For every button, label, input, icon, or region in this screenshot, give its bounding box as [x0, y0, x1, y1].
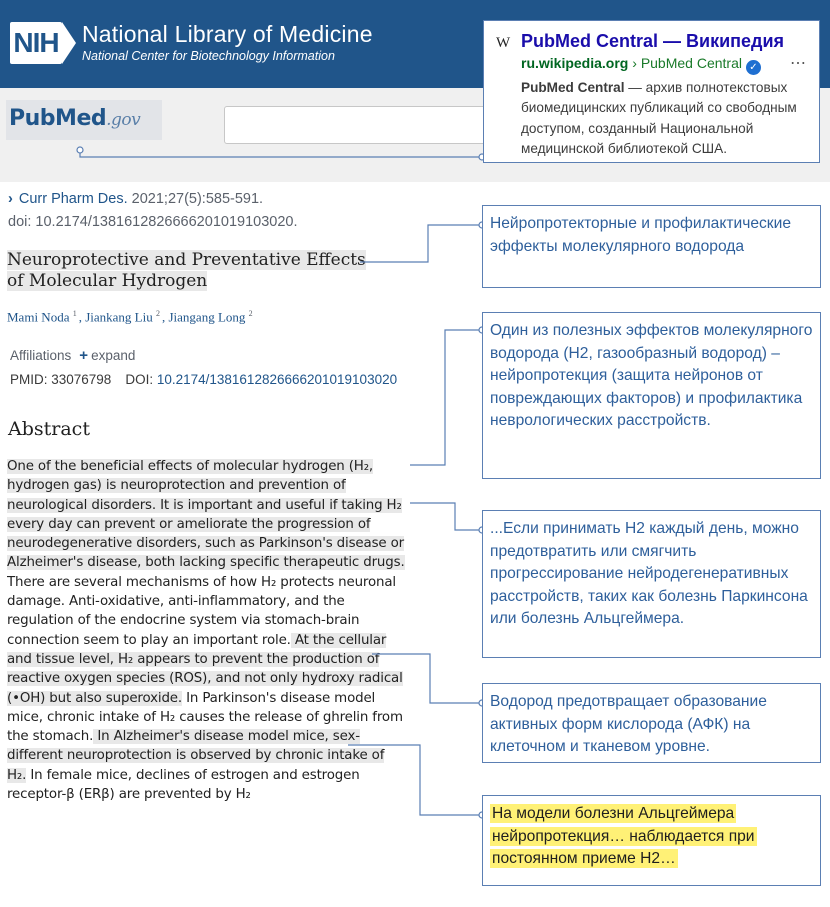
abstract-sentence-3: There are several mechanisms of how H₂ protects neuronal damage. Anti-oxidative, anti-inflammatory, and the regulation of the endocrine system via stomach-brain connection seem to play an important role.	[7, 574, 396, 648]
author-link[interactable]: Jiankang Liu	[85, 309, 153, 325]
identifiers-row	[10, 372, 397, 387]
connector-title	[360, 225, 482, 262]
annotation-daily-intake: ...Если принимать H2 каждый день, можно предотвратить или смягчить прогрессирование нейродегенеративных расстройств, таких как болезнь Паркинсона или болезнь Альцгеймера.	[482, 510, 821, 658]
nih-title-block	[82, 22, 373, 64]
nih-subtitle: National Center for Biotechnology Information	[82, 49, 335, 63]
author-link[interactable]: Mami Noda	[7, 309, 70, 325]
annotation-alzheimer-text: На модели болезни Альцгеймера нейропротекция… наблюдается при постоянном приеме H2…	[492, 805, 755, 867]
author-affiliation-number[interactable]: 1	[72, 309, 77, 318]
doi-label: DOI:	[125, 372, 157, 387]
more-options-icon[interactable]: ⋯	[790, 55, 807, 72]
search-input[interactable]	[224, 106, 486, 144]
nih-logo-text: NIH	[10, 22, 62, 64]
connector-sentence-2	[410, 503, 482, 530]
article-title-text: Neuroprotective and Preventative Effects of Molecular Hydrogen	[7, 250, 366, 291]
wikipedia-result-title[interactable]: PubMed Central — Википедия	[521, 31, 785, 51]
nih-logo[interactable]	[10, 22, 373, 64]
verified-check-icon: ✓	[746, 60, 761, 75]
source-separator: ›	[628, 55, 641, 71]
abstract-sentence-1: One of the beneficial effects of molecular hydrogen (H₂, hydrogen gas) is neuroprotection and prevention of neurological disorders.	[7, 459, 374, 513]
abstract-sentence-7: In female mice, declines of estrogen and estrogen receptor-β (ERβ) are prevented by H₂	[7, 767, 360, 803]
doi-text: doi: 10.2174/1381612826666201019103020.	[8, 214, 298, 230]
source-domain: ru.wikipedia.org	[521, 55, 629, 71]
pubmed-logo-pub: Pub	[9, 106, 56, 131]
annotation-alzheimer	[482, 795, 821, 886]
wikipedia-result-source[interactable]	[521, 55, 761, 75]
pubmed-logo[interactable]	[6, 100, 162, 140]
journal-citation	[8, 191, 263, 207]
annotation-neuroprotection: Один из полезных эффектов молекулярного водорода (H2, газообразный водород) – нейропротекция (защита нейронов от повреждающих факторов) и профилактика неврологических расстройств.	[482, 312, 821, 479]
abstract-text	[7, 457, 405, 805]
nih-logo-arrow	[62, 22, 76, 64]
doi-link[interactable]: 10.2174/1381612826666201019103020	[156, 372, 398, 387]
author-link[interactable]: Jiangang Long	[168, 309, 246, 325]
abstract-sentence-6: In Alzheimer's disease model mice, sex-different neuroprotection is observed by chronic intake of H₂.	[7, 729, 385, 783]
chevron-right-icon: ›	[8, 191, 13, 207]
journal-link[interactable]: Curr Pharm Des.	[18, 191, 128, 207]
description-term: PubMed Central	[521, 80, 625, 95]
annotation-title-translation: Нейропротекторные и профилактические эффекты молекулярного водорода	[482, 205, 821, 288]
source-path: PubMed Central	[640, 55, 742, 71]
nih-logo-mark	[10, 22, 76, 64]
pubmed-logo-gov: .gov	[106, 110, 141, 130]
annotation-ros: Водород предотвращает образование активных форм кислорода (АФК) на клеточном и тканевом уровне.	[482, 683, 821, 763]
abstract-sentence-5: In Parkinson's disease model mice, chronic intake of H₂ causes the release of ghrelin from the stomach.	[7, 690, 403, 745]
affiliations-label: Affiliations	[10, 348, 72, 363]
expand-button[interactable]: expand	[91, 348, 136, 363]
wikipedia-snippet-card	[483, 20, 820, 163]
affiliations-row	[10, 347, 135, 364]
abstract-heading: Abstract	[8, 418, 90, 440]
plus-icon[interactable]: +	[79, 347, 89, 364]
connector-sentence-1	[410, 330, 482, 465]
wikipedia-icon: W	[496, 35, 511, 51]
pubmed-logo-med: Med	[55, 106, 107, 131]
nih-title: National Library of Medicine	[82, 21, 373, 47]
author-affiliation-number[interactable]: 2	[248, 309, 253, 318]
abstract-sentence-4: At the cellular and tissue level, H₂ appears to prevent the production of reactive oxygen species (ROS), and not only hydroxy radical (•OH) but also superoxide.	[7, 632, 403, 706]
author-list: Mami Noda $^1$ , Jiankang Liu $^2$ , Jiangang Long $^2$	[7, 309, 253, 325]
pubmed-logo-text	[9, 106, 140, 131]
abstract-sentence-2: It is important and useful if taking H₂ every day can prevent or ameliorate the progression of neurodegenerative disorders, such as Parkinson's disease or Alzheimer's disease, both lacking specific therapeutic drugs.	[7, 497, 405, 571]
article-title	[7, 250, 367, 292]
description-text: — архив полнотекстовых биомедицинских публикаций со свободным доступом, созданный Национальной медицинской библиотекой США.	[521, 80, 797, 156]
wikipedia-result-description	[521, 78, 811, 159]
pmid-text: PMID: 33076798	[10, 372, 112, 387]
author-affiliation-number[interactable]: 2	[155, 309, 160, 318]
citation-text: 2021;27(5):585-591.	[127, 191, 264, 207]
